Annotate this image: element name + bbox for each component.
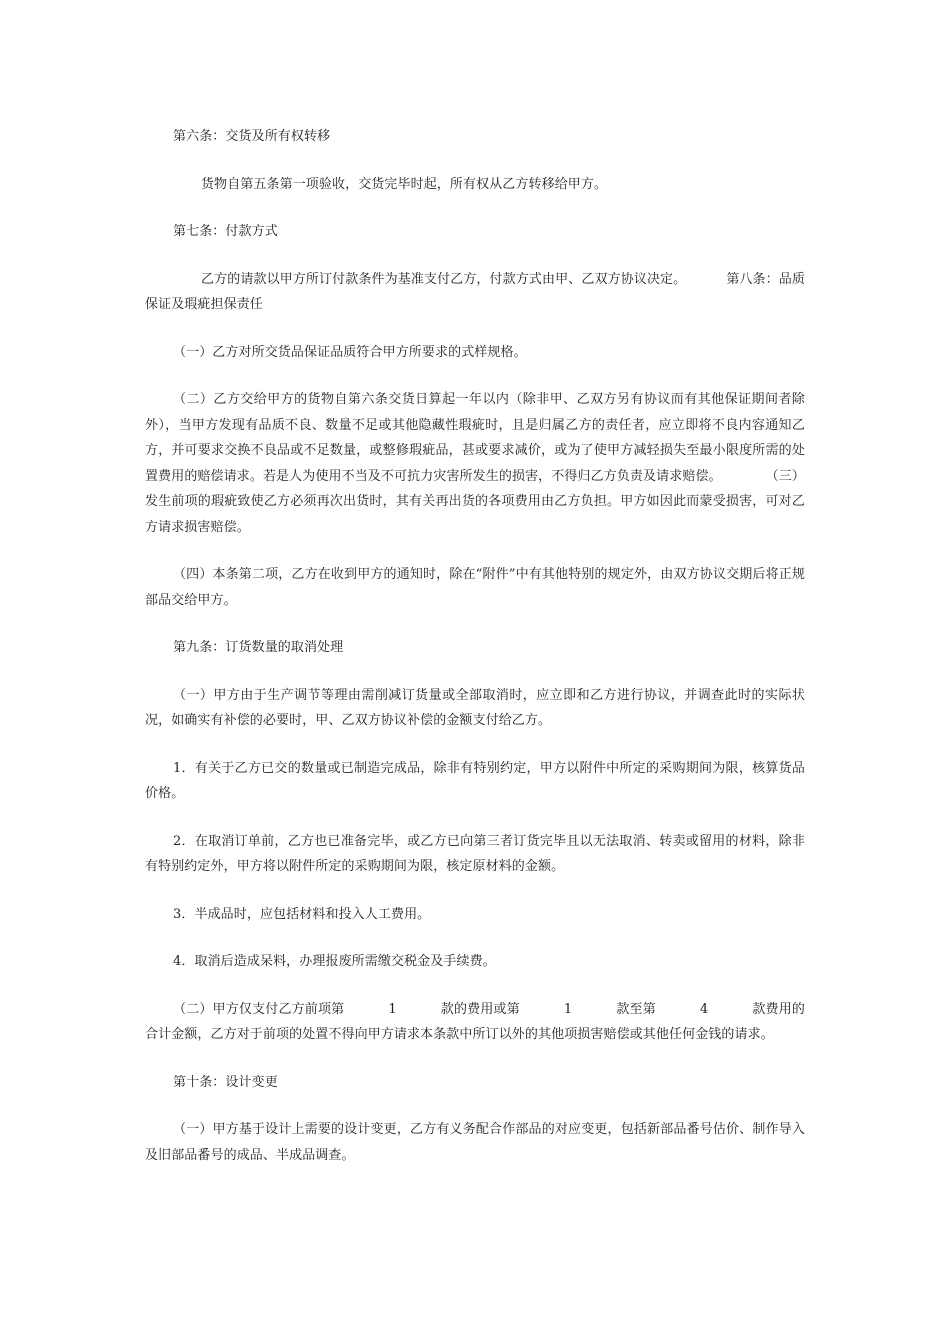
article-9-item-2-part-b: 款的费用或第	[440, 1001, 520, 1017]
article-8-item-1: （一）乙方对所交货品保证品质符合甲方所要求的式样规格。	[173, 344, 527, 360]
article-9-item-1: （一）甲方由于生产调节等理由需削减订货量或全部取消时，应立即和乙方进行协议，并调查此时的实际状况，如确实有补偿的必要时，甲、乙双方协议补偿的金额支付给乙方。	[145, 687, 805, 728]
article-9-subitem-3: 3．半成品时，应包括材料和投入人工费用。	[173, 906, 431, 922]
article-8-item-2-3	[145, 387, 805, 540]
article-9-item-2-part-a: （二）甲方仅支付乙方前项第	[173, 1001, 345, 1017]
article-9-subitem-1: 1．有关于乙方已交的数量或已制造完成品，除非有特别约定，甲方以附件中所定的采购期间为限，核算货品价格。	[145, 760, 805, 801]
article-7-text: 乙方的请款以甲方所订付款条件为基准支付乙方，付款方式由甲、乙双方协议决定。	[201, 271, 687, 287]
article-8-title: 第八条：品质保证及瑕疵担保责任	[145, 271, 805, 312]
article-6-title: 第六条：交货及所有权转移	[173, 129, 331, 144]
article-7-title: 第七条：付款方式	[173, 224, 278, 239]
article-8-item-4: （四）本条第二项，乙方在收到甲方的通知时，除在“附件”中有其他特别的规定外，由双方协议交期后将正规部品交给甲方。	[145, 567, 805, 608]
article-10-item-1: （一）甲方基于设计上需要的设计变更，乙方有义务配合作部品的对应变更，包括新部品番号估价、制作导入及旧部品番号的成品、半成品调查。	[145, 1122, 805, 1163]
article-8-item-2: （二）乙方交给甲方的货物自第六条交货日算起一年以内（除非甲、乙双方另有协议而有其他保证期间者除外），当甲方发现有品质不良、数量不足或其他隐藏性瑕疵时，且是归属乙方的责任者，应立即将不良内容通知乙方，并可要求交换不良品或不足数量，或整修瑕疵品，甚或要求减价，或为了使甲方减轻损失至最小限度所需的处置费用的赔偿请求。若是人为使用不当及不可抗力灾害所发生的损害，不得归乙方负责及请求赔偿。	[145, 392, 805, 484]
article-9-item-2-num-2: 1	[563, 1001, 573, 1017]
article-9-title: 第九条：订货数量的取消处理	[173, 640, 344, 655]
article-9-item-2-num-3: 4	[699, 1001, 709, 1017]
article-9-subitem-4: 4．取消后造成呆料，办理报废所需缴交税金及手续费。	[173, 954, 496, 969]
document-body	[145, 124, 805, 1190]
article-10-title: 第十条：设计变更	[173, 1074, 278, 1090]
article-9-item-2-part-d: 款费用的合计金额，乙方对于前项的处置不得向甲方请求本条款中所订以外的其他项损害赔偿或其他任何金钱的请求。	[145, 1001, 805, 1042]
article-6-paragraph: 货物自第五条第一项验收，交货完毕时起，所有权从乙方转移给甲方。	[201, 176, 608, 192]
article-9-item-2	[145, 997, 805, 1048]
article-9-item-2-part-c: 款至第	[616, 1001, 656, 1017]
article-8-item-3: （三）发生前项的瑕疵致使乙方必须再次出货时，其有关再出货的各项费用由乙方负担。甲方如因此而蒙受损害，可对乙方请求损害赔偿。	[145, 468, 805, 535]
article-7-paragraph	[145, 267, 805, 318]
article-9-item-2-num-1: 1	[388, 1001, 397, 1017]
article-9-subitem-2: 2．在取消订单前，乙方也已准备完毕，或乙方已向第三者订货完毕且以无法取消、转卖或留用的材料，除非有特别约定外，甲方将以附件所定的采购期间为限，核定原材料的金额。	[145, 833, 805, 874]
